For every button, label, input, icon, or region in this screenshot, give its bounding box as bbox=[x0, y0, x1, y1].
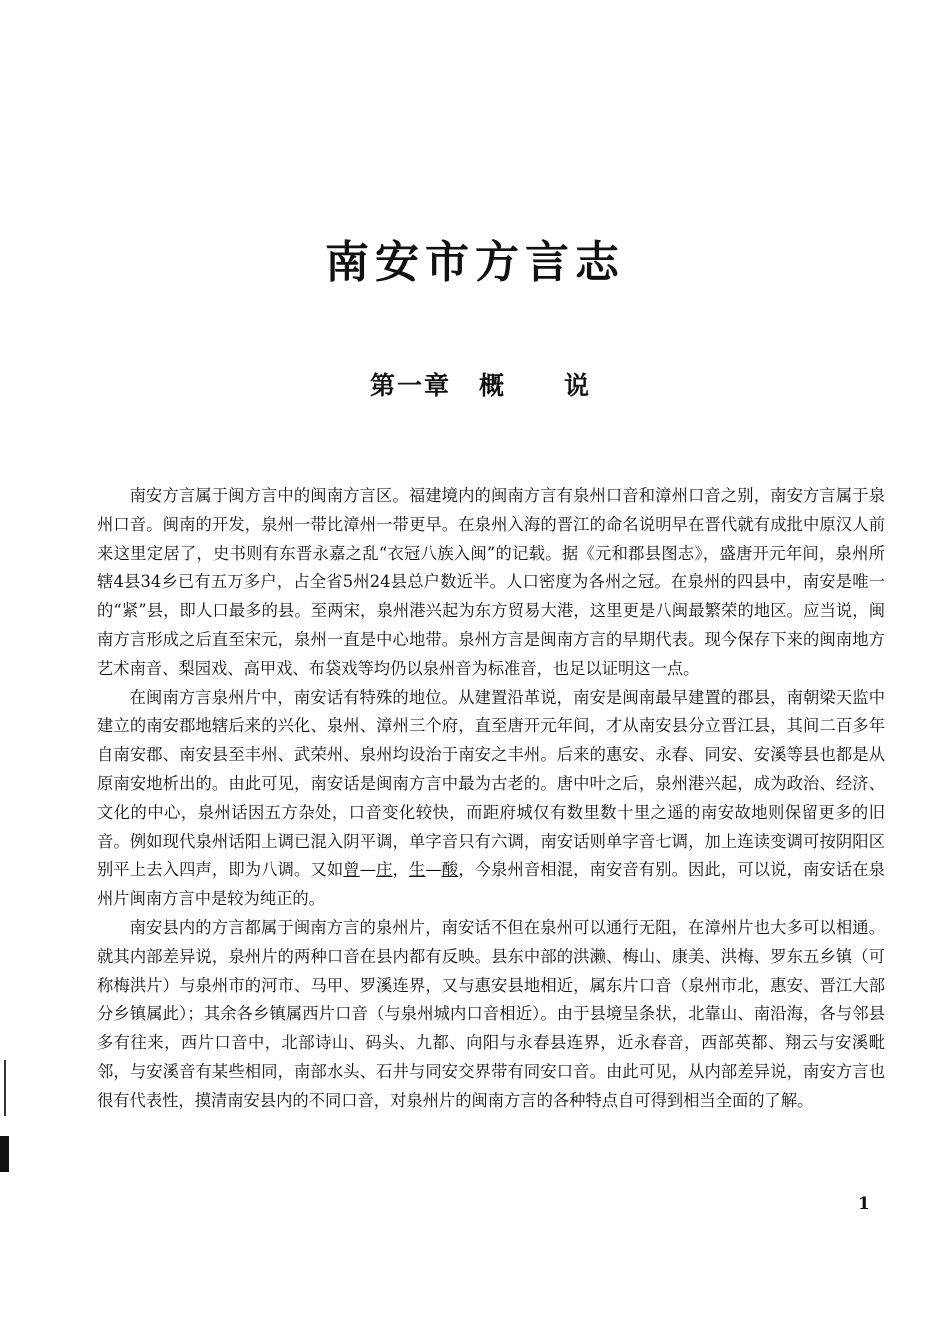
binding-edge-mark bbox=[0, 1060, 12, 1172]
body-text bbox=[97, 482, 885, 1116]
paragraph-3: 南安县内的方言都属于闽南方言的泉州片，南安话不但在泉州可以通行无阻，在漳州片也大多可以相通。就其内部差异说，泉州片的两种口音在县内都有反映。县东中部的洪濑、梅山、康美、洪梅、罗东五乡镇（可称梅洪片）与泉州市的河市、马甲、罗溪连界，又与惠安县地相近，属东片口音（泉州市北，惠安、晋江大部分乡镇属此）；其余各乡镇属西片口音（与泉州城内口音相近）。由于县境呈条状，北靠山、南沿海，各与邻县多有往来，西片口音中，北部诗山、码头、九都、向阳与永春县连界，近永春音，西部英都、翔云与安溪毗邻，与安溪音有某些相同，南部水头、石井与同安交界带有同安口音。由此可见，从内部差异说，南安方言也很有代表性，摸清南安县内的不同口音，对泉州片的闽南方言的各种特点自可得到相当全面的了解。 bbox=[97, 917, 885, 1110]
chapter-heading bbox=[370, 368, 589, 404]
book-title: 南安市方言志 bbox=[325, 237, 625, 288]
paragraph-2 bbox=[97, 684, 885, 914]
chapter-title-char-1: 概 bbox=[479, 371, 505, 400]
example-separator: ， bbox=[392, 860, 409, 880]
example-char-zeng: 曾 bbox=[343, 860, 360, 880]
binding-block bbox=[0, 1136, 9, 1172]
chapter-number: 第一章 bbox=[370, 371, 452, 400]
binding-line bbox=[4, 1060, 6, 1116]
example-char-zhuang: 庄 bbox=[375, 860, 393, 880]
page-number: 1 bbox=[858, 1194, 870, 1214]
example-dash: — bbox=[425, 860, 442, 880]
example-char-sheng: 生 bbox=[408, 860, 426, 880]
example-char-suan: 酸 bbox=[441, 860, 459, 880]
paragraph-2-text: 在闽南方言泉州片中，南安话有特殊的地位。从建置沿革说，南安是闽南最早建置的郡县，南朝梁天监中建立的南安郡地辖后来的兴化、泉州、漳州三个府，直至唐开元年间，才从南安县分立晋江县，其间二百多年自南安郡、南安县至丰州、武荣州、泉州均设治于南安之丰州。后来的惠安、永春、同安、安溪等县也都是从原南安地析出的。由此可见，南安话是闽南方言中最为古老的。唐中叶之后，泉州港兴起，成为政治、经济、文化的中心，泉州话因五方杂处，口音变化较快，而距府城仅有数里数十里之遥的南安故地则保留更多的旧音。例如现代泉州话阳上调已混入阴平调，单字音只有六调，南安话则单字音七调，加上连读变调可按阴阳区别平上去入四声，即为八调。又如 bbox=[97, 687, 885, 880]
example-dash: — bbox=[359, 860, 376, 880]
paragraph-1: 南安方言属于闽方言中的闽南方言区。福建境内的闽南方言有泉州口音和漳州口音之别，南安方言属于泉州口音。闽南的开发，泉州一带比漳州一带更早。在泉州入海的晋江的命名说明早在晋代就有成批中原汉人前来这里定居了，史书则有东晋永嘉之乱“衣冠八族入闽”的记载。据《元和郡县图志》，盛唐开元年间，泉州所辖4县34乡已有五万多户，占全省5州24县总户数近半。人口密度为各州之冠。在泉州的四县中，南安是唯一的“紧”县，即人口最多的县。至两宋，泉州港兴起为东方贸易大港，这里更是八闽最繁荣的地区。应当说，闽南方言形成之后直至宋元，泉州一直是中心地带。泉州方言是闽南方言的早期代表。现今保存下来的闽南地方艺术南音、梨园戏、高甲戏、布袋戏等均仍以泉州音为标准音，也足以证明这一点。 bbox=[97, 486, 885, 678]
chapter-title-char-2: 说 bbox=[564, 371, 590, 400]
paragraph-2-tail: ，今泉州音相混，南安音有别。因此，可以说，南安话在泉州片闽南方言中是较为纯正的。 bbox=[97, 860, 885, 909]
